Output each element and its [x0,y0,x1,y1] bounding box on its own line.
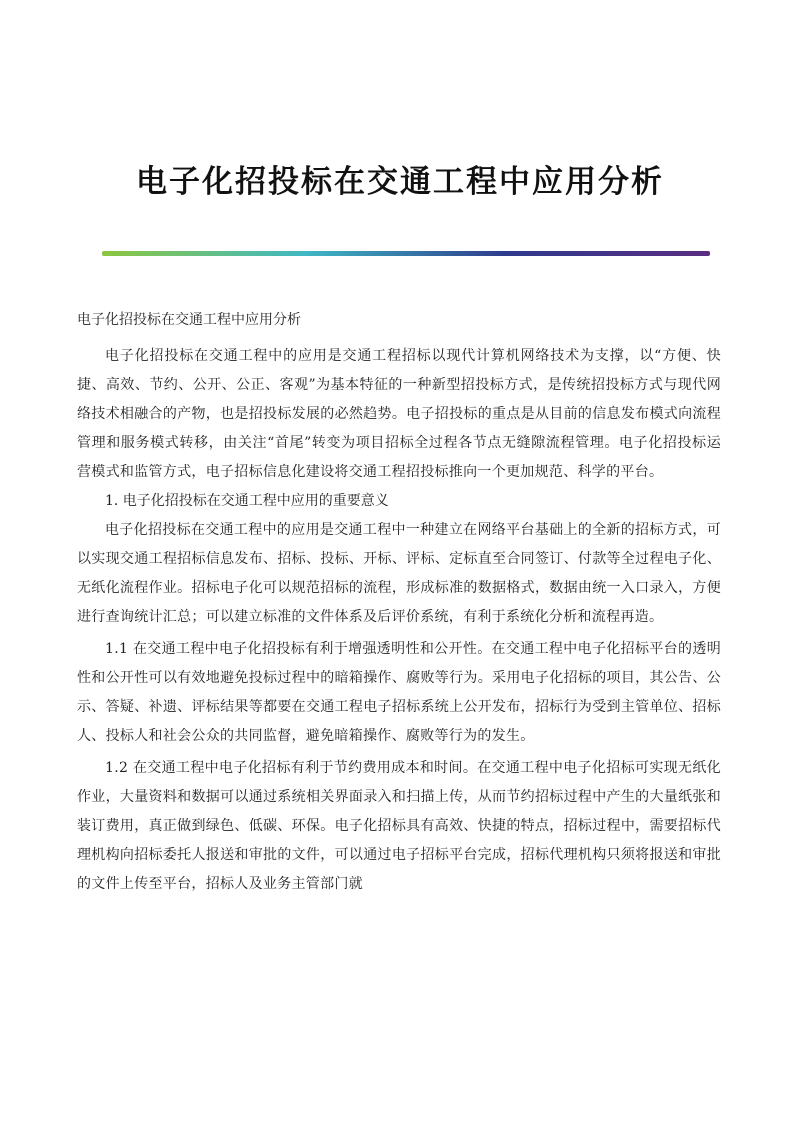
section-1-paragraph: 电子化招投标在交通工程中的应用是交通工程中一种建立在网络平台基础上的全新的招标方式，可以实现交通工程招标信息发布、招标、投标、开标、评标、定标直至合同签订、付款等全过程电子化、无纸化流程作业。招标电子化可以规范招标的流程，形成标准的数据格式，数据由统一入口录入，方便进行查询统计汇总；可以建立标准的文件体系及后评价系统，有利于系统化分析和流程再造。 [77,522,721,625]
intro-paragraph: 电子化招投标在交通工程中的应用是交通工程招标以现代计算机网络技术为支撑，以“方便、快捷、高效、节约、公开、公正、客观”为基本特征的一种新型招投标方式，是传统招投标方式与现代网络技术相融合的产物，也是招投标发展的必然趋势。电子招投标的重点是从目前的信息发布模式向流程管理和服务模式转移，由关注“首尾”转变为项目招标全过程各节点无缝隙流程管理。电子化招投标运营模式和监管方式，电子招标信息化建设将交通工程招投标推向一个更加规范、科学的平台。 [77,348,721,480]
document-body [77,310,721,899]
section-1-heading: 1. 电子化招投标在交通工程中应用的重要意义 [105,493,389,509]
title-divider [102,251,710,256]
document-title: 电子化招投标在交通工程中应用分析 [136,164,664,200]
section-1-1-paragraph: 1.1 在交通工程中电子化招投标有利于增强透明性和公开性。在交通工程中电子化招标平台的透明性和公开性可以有效地避免投标过程中的暗箱操作、腐败等行为。采用电子化招标的项目，其公告、公示、答疑、补遗、评标结果等都要在交通工程电子招标系统上公开发布，招标行为受到主管单位、招标人、投标人和社会公众的共同监督，避免暗箱操作、腐败等行为的发生。 [77,641,721,744]
document-subtitle: 电子化招投标在交通工程中应用分析 [77,312,301,328]
section-1-2-paragraph: 1.2 在交通工程中电子化招标有利于节约费用成本和时间。在交通工程中电子化招标可实现无纸化作业，大量资料和数据可以通过系统相关界面录入和扫描上传，从而节约招标过程中产生的大量纸张和装订费用，真正做到绿色、低碳、环保。电子化招标具有高效、快捷的特点，招标过程中，需要招标代理机构向招标委托人报送和审批的文件，可以通过电子招标平台完成，招标代理机构只须将报送和审批的文件上传至平台，招标人及业务主管部门就 [77,760,721,892]
